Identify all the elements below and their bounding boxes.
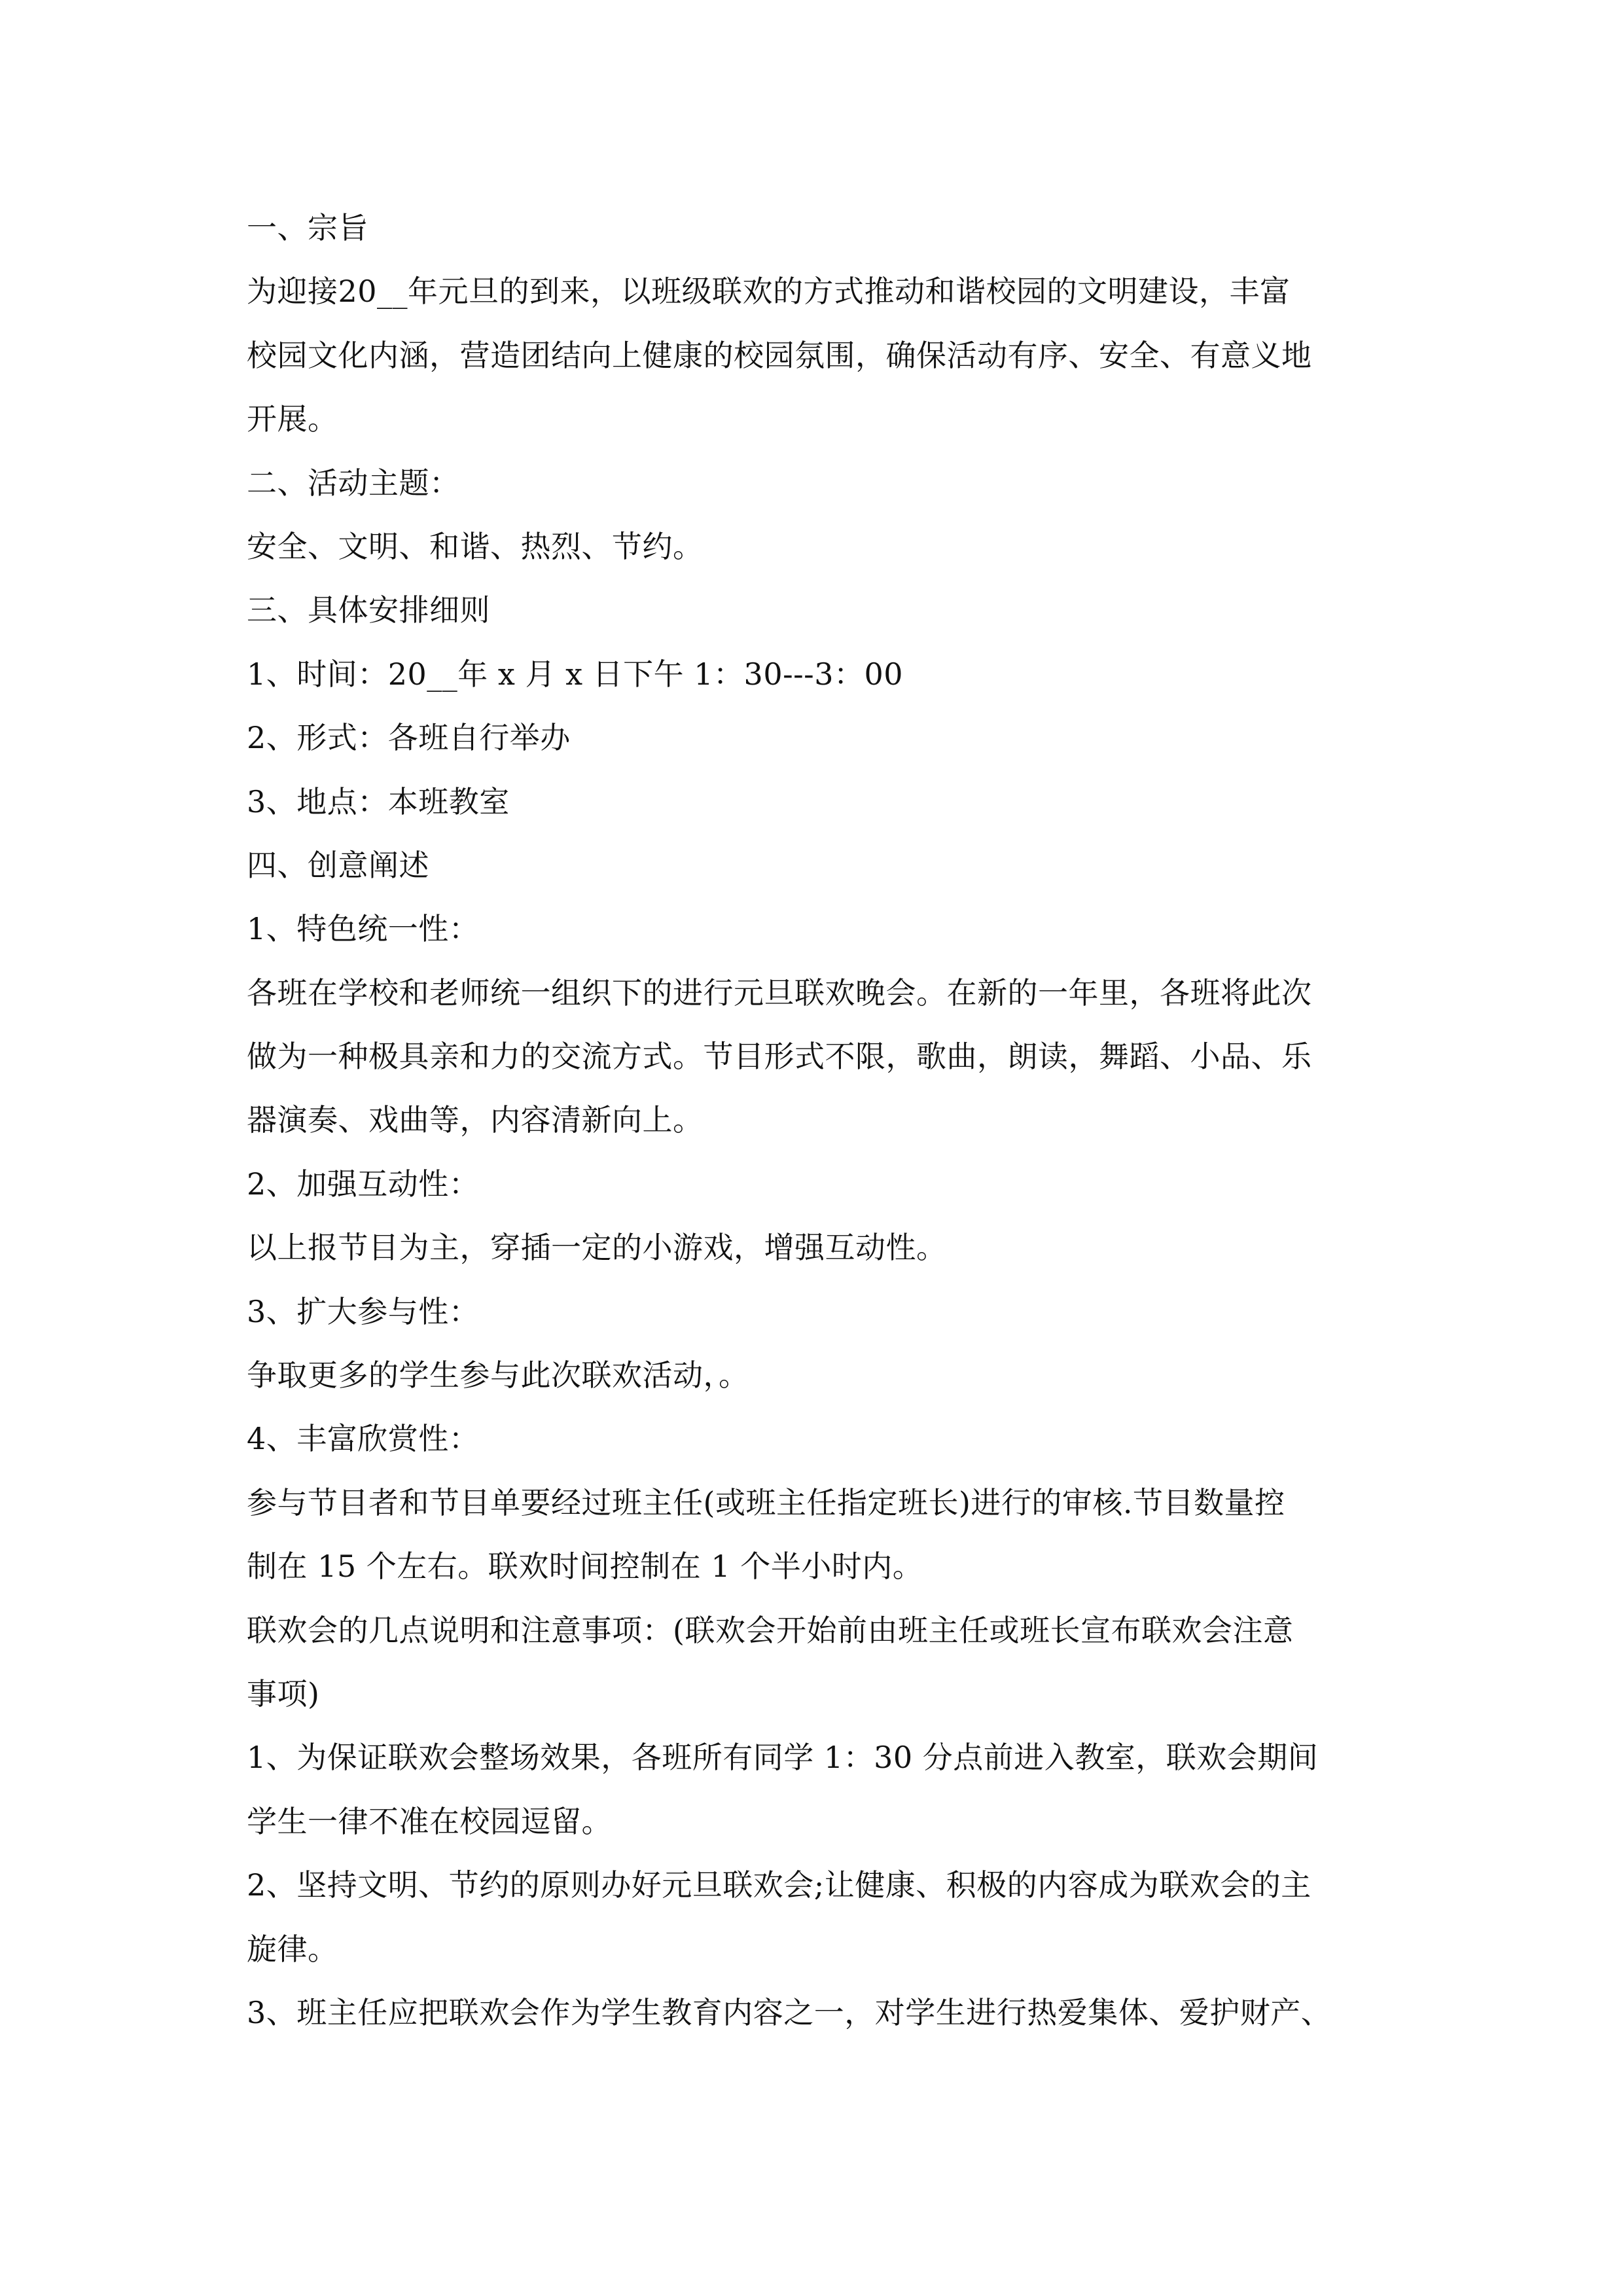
paragraph-line: 校园文化内涵，营造团结向上健康的校园氛围，确保活动有序、安全、有意义地: [247, 337, 1312, 373]
heading-purpose: 一、宗旨: [247, 210, 368, 245]
subheading-unity: 1、特色统一性：: [247, 911, 480, 947]
list-item-time: 1、时间：20__年 x 月 x 日下午 1：30---3：00: [247, 656, 904, 692]
paragraph-line: 器演奏、戏曲等，内容清新向上。: [247, 1102, 704, 1138]
paragraph-line: 旋律。: [247, 1931, 338, 1967]
list-item-notice-3: 3、班主任应把联欢会作为学生教育内容之一，对学生进行热爱集体、爱护财产、: [247, 1994, 1332, 2030]
paragraph-line: 参与节目者和节目单要经过班主任(或班主任指定班长)进行的审核.节目数量控: [247, 1484, 1285, 1520]
document-body: [247, 196, 1382, 2045]
subheading-interaction: 2、加强互动性：: [247, 1166, 480, 1202]
subheading-appreciation: 4、丰富欣赏性：: [247, 1421, 480, 1457]
heading-theme: 二、活动主题：: [247, 465, 460, 501]
paragraph-line: 安全、文明、和谐、热烈、节约。: [247, 528, 704, 564]
paragraph-line: 各班在学校和老师统一组织下的进行元旦联欢晚会。在新的一年里，各班将此次: [247, 975, 1312, 1011]
paragraph-line: 学生一律不准在校园逗留。: [247, 1803, 612, 1839]
paragraph-line: 开展。: [247, 401, 338, 437]
heading-arrangements: 三、具体安排细则: [247, 592, 490, 628]
paragraph-line: 以上报节目为主，穿插一定的小游戏，增强互动性。: [247, 1230, 947, 1266]
list-item-location: 3、地点：本班教室: [247, 783, 510, 819]
paragraph-line: 事项): [247, 1676, 320, 1712]
list-item-notice-1: 1、为保证联欢会整场效果，各班所有同学 1：30 分点前进入教室，联欢会期间: [247, 1740, 1319, 1776]
paragraph-line: 为迎接20__年元旦的到来，以班级联欢的方式推动和谐校园的文明建设，丰富: [247, 274, 1291, 310]
paragraph-line: 联欢会的几点说明和注意事项：(联欢会开始前由班主任或班长宣布联欢会注意: [247, 1612, 1294, 1648]
paragraph-line: 争取更多的学生参与此次联欢活动，。: [247, 1357, 749, 1393]
paragraph-line: 做为一种极具亲和力的交流方式。节目形式不限，歌曲，朗读，舞蹈、小品、乐: [247, 1039, 1312, 1075]
list-item-form: 2、形式：各班自行举办: [247, 720, 571, 756]
subheading-participation: 3、扩大参与性：: [247, 1293, 480, 1329]
paragraph-line: 制在 15 个左右。联欢时间控制在 1 个半小时内。: [247, 1549, 923, 1585]
list-item-notice-2: 2、坚持文明、节约的原则办好元旦联欢会;让健康、积极的内容成为联欢会的主: [247, 1867, 1311, 1903]
heading-creative: 四、创意阐述: [247, 847, 429, 883]
